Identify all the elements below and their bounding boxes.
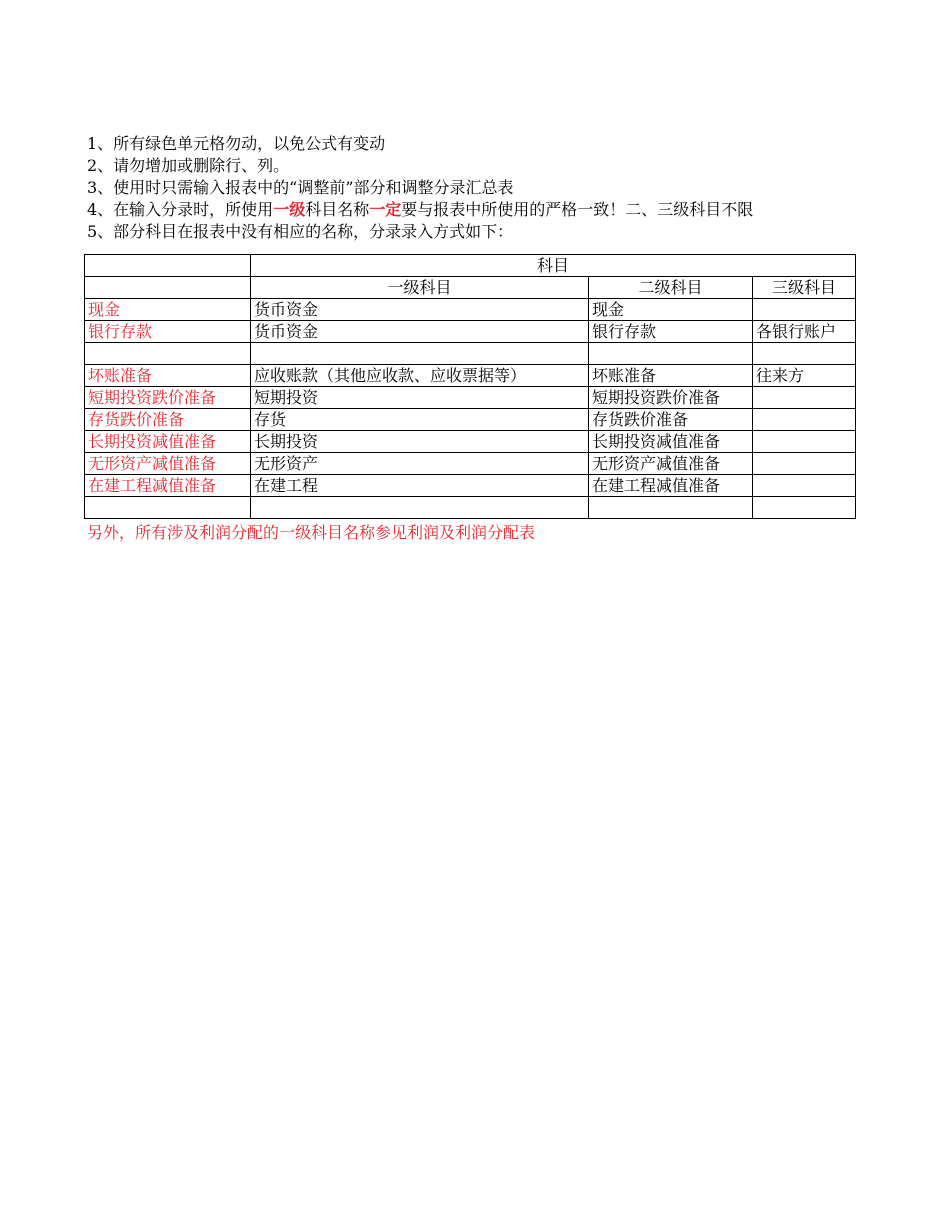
header-blank-cell[interactable] (85, 255, 251, 277)
instruction-line-2[interactable]: 2、请勿增加或删除行、列。 (87, 156, 290, 175)
level2-cell[interactable] (589, 343, 753, 365)
level1-cell[interactable]: 长期投资 (251, 431, 589, 453)
header-subject-cell[interactable]: 科目 (251, 255, 856, 277)
level2-cell[interactable]: 银行存款 (589, 321, 753, 343)
account-name-cell[interactable]: 银行存款 (85, 321, 251, 343)
header-level1-cell[interactable]: 一级科目 (251, 277, 589, 299)
level3-cell[interactable]: 各银行账户 (753, 321, 856, 343)
level2-cell[interactable]: 无形资产减值准备 (589, 453, 753, 475)
table-row (85, 387, 856, 409)
level3-cell[interactable] (753, 431, 856, 453)
level3-cell[interactable]: 往来方 (753, 365, 856, 387)
instruction-line-4[interactable] (87, 199, 855, 221)
account-name-cell[interactable]: 短期投资跌价准备 (85, 387, 251, 409)
level2-cell[interactable] (589, 497, 753, 519)
level1-cell[interactable]: 在建工程 (251, 475, 589, 497)
level3-cell[interactable] (753, 387, 856, 409)
account-name-cell[interactable]: 长期投资减值准备 (85, 431, 251, 453)
header-level2-cell[interactable]: 二级科目 (589, 277, 753, 299)
header-level3-cell[interactable]: 三级科目 (753, 277, 856, 299)
table-row (85, 299, 856, 321)
table-row (85, 453, 856, 475)
level3-cell[interactable] (753, 453, 856, 475)
account-name-cell[interactable]: 在建工程减值准备 (85, 475, 251, 497)
level2-cell[interactable]: 存货跌价准备 (589, 409, 753, 431)
level1-cell[interactable]: 货币资金 (251, 321, 589, 343)
table-row (85, 497, 856, 519)
table-header-row-levels (85, 277, 856, 299)
level3-cell[interactable] (753, 343, 856, 365)
instruction-4-highlight-must: 一定 (369, 200, 402, 219)
level2-cell[interactable]: 现金 (589, 299, 753, 321)
level2-cell[interactable]: 在建工程减值准备 (589, 475, 753, 497)
instructions-block (87, 133, 855, 243)
table-row (85, 343, 856, 365)
level3-cell[interactable] (753, 497, 856, 519)
instruction-4-before: 4、在输入分录时，所使用 (87, 200, 274, 219)
instruction-line-5[interactable]: 5、部分科目在报表中没有相应的名称，分录录入方式如下： (87, 222, 514, 241)
level1-cell[interactable]: 存货 (251, 409, 589, 431)
account-name-cell[interactable] (85, 497, 251, 519)
account-name-cell[interactable]: 现金 (85, 299, 251, 321)
level2-cell[interactable]: 短期投资跌价准备 (589, 387, 753, 409)
level1-cell[interactable]: 应收账款（其他应收款、应收票据等） (251, 365, 589, 387)
account-mapping-table (84, 254, 856, 519)
footnote-text[interactable]: 另外，所有涉及利润分配的一级科目名称参见利润及利润分配表 (87, 523, 536, 542)
instruction-4-after: 要与报表中所使用的严格一致！二、三级科目不限 (401, 200, 754, 219)
instruction-4-mid: 科目名称 (305, 200, 370, 219)
table-row (85, 475, 856, 497)
table-header-row-top (85, 255, 856, 277)
level3-cell[interactable] (753, 475, 856, 497)
level1-cell[interactable]: 货币资金 (251, 299, 589, 321)
instruction-line-1[interactable]: 1、所有绿色单元格勿动，以免公式有变动 (87, 134, 386, 153)
level1-cell[interactable]: 短期投资 (251, 387, 589, 409)
instruction-line-3[interactable]: 3、使用时只需输入报表中的“调整前”部分和调整分录汇总表 (87, 178, 514, 197)
table-row (85, 365, 856, 387)
level2-cell[interactable]: 长期投资减值准备 (589, 431, 753, 453)
table-row (85, 321, 856, 343)
table-row (85, 431, 856, 453)
header-blank-cell-2[interactable] (85, 277, 251, 299)
level1-cell[interactable]: 无形资产 (251, 453, 589, 475)
table-row (85, 409, 856, 431)
account-name-cell[interactable]: 坏账准备 (85, 365, 251, 387)
instruction-4-highlight-level: 一级 (273, 200, 306, 219)
level3-cell[interactable] (753, 409, 856, 431)
level2-cell[interactable]: 坏账准备 (589, 365, 753, 387)
account-name-cell[interactable] (85, 343, 251, 365)
level1-cell[interactable] (251, 343, 589, 365)
account-name-cell[interactable]: 无形资产减值准备 (85, 453, 251, 475)
account-name-cell[interactable]: 存货跌价准备 (85, 409, 251, 431)
level1-cell[interactable] (251, 497, 589, 519)
level3-cell[interactable] (753, 299, 856, 321)
